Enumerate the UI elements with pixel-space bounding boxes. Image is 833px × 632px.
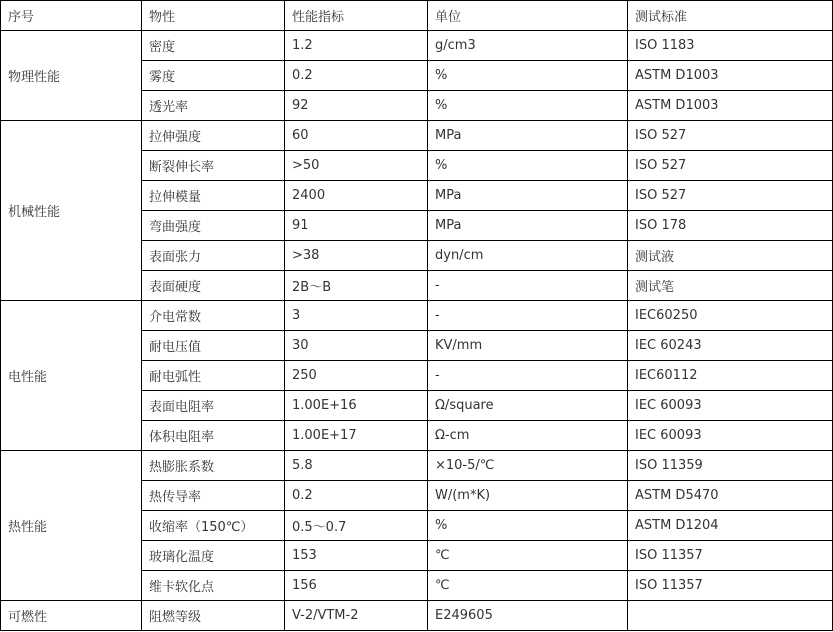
table-header (1, 1, 833, 31)
cell-value: 92 (285, 91, 428, 121)
cell-property: 耐电压值 (142, 331, 285, 361)
cell-unit: % (428, 511, 628, 541)
header-value: 性能指标 (285, 1, 428, 31)
cell-property: 表面张力 (142, 241, 285, 271)
cell-unit: KV/mm (428, 331, 628, 361)
cell-value: 5.8 (285, 451, 428, 481)
cell-property: 维卡软化点 (142, 571, 285, 601)
cell-unit: Ω/square (428, 391, 628, 421)
cell-standard: ISO 11357 (628, 571, 833, 601)
cell-unit: Ω-cm (428, 421, 628, 451)
cell-value: V-2/VTM-2 (285, 601, 428, 631)
cell-property: 拉伸强度 (142, 121, 285, 151)
group-name-cell: 电性能 (1, 301, 142, 451)
cell-standard: ASTM D5470 (628, 481, 833, 511)
cell-value: 0.5～0.7 (285, 511, 428, 541)
cell-property: 阻燃等级 (142, 601, 285, 631)
header-property: 物性 (142, 1, 285, 31)
cell-property: 雾度 (142, 61, 285, 91)
cell-property: 热传导率 (142, 481, 285, 511)
cell-standard: ISO 11357 (628, 541, 833, 571)
cell-value: 250 (285, 361, 428, 391)
cell-property: 表面硬度 (142, 271, 285, 301)
cell-value: >38 (285, 241, 428, 271)
cell-standard (628, 601, 833, 631)
cell-unit: MPa (428, 121, 628, 151)
cell-value: 30 (285, 331, 428, 361)
cell-property: 热膨胀系数 (142, 451, 285, 481)
table-row (1, 301, 833, 331)
cell-unit: - (428, 301, 628, 331)
cell-standard: IEC 60093 (628, 421, 833, 451)
cell-standard: ISO 178 (628, 211, 833, 241)
group-name-cell: 可燃性 (1, 601, 142, 631)
cell-value: 1.2 (285, 31, 428, 61)
cell-value: 156 (285, 571, 428, 601)
group-name-cell: 机械性能 (1, 121, 142, 301)
table-row (1, 31, 833, 61)
cell-value: 0.2 (285, 481, 428, 511)
cell-property: 弯曲强度 (142, 211, 285, 241)
header-standard: 测试标准 (628, 1, 833, 31)
cell-unit: W/(m*K) (428, 481, 628, 511)
cell-property: 介电常数 (142, 301, 285, 331)
table-row (1, 121, 833, 151)
cell-unit: - (428, 271, 628, 301)
cell-standard: ASTM D1204 (628, 511, 833, 541)
header-index: 序号 (1, 1, 142, 31)
cell-standard: IEC 60243 (628, 331, 833, 361)
cell-unit: dyn/cm (428, 241, 628, 271)
cell-standard: IEC60250 (628, 301, 833, 331)
cell-value: 1.00E+17 (285, 421, 428, 451)
cell-unit: - (428, 361, 628, 391)
cell-property: 断裂伸长率 (142, 151, 285, 181)
group-name-cell: 物理性能 (1, 31, 142, 121)
cell-value: 1.00E+16 (285, 391, 428, 421)
cell-standard: ISO 527 (628, 121, 833, 151)
cell-standard: IEC60112 (628, 361, 833, 391)
cell-standard: ASTM D1003 (628, 91, 833, 121)
cell-standard: 测试液 (628, 241, 833, 271)
cell-standard: ISO 11359 (628, 451, 833, 481)
cell-unit: % (428, 151, 628, 181)
cell-property: 耐电弧性 (142, 361, 285, 391)
cell-standard: IEC 60093 (628, 391, 833, 421)
header-unit: 单位 (428, 1, 628, 31)
table-row (1, 601, 833, 631)
cell-unit: E249605 (428, 601, 628, 631)
cell-standard: ISO 527 (628, 151, 833, 181)
cell-value: 3 (285, 301, 428, 331)
cell-property: 体积电阻率 (142, 421, 285, 451)
cell-unit: % (428, 91, 628, 121)
cell-property: 拉伸模量 (142, 181, 285, 211)
header-row (1, 1, 833, 31)
table-body (1, 31, 833, 631)
cell-standard: ASTM D1003 (628, 61, 833, 91)
cell-property: 玻璃化温度 (142, 541, 285, 571)
cell-standard: ISO 527 (628, 181, 833, 211)
cell-unit: ℃ (428, 571, 628, 601)
cell-property: 收缩率（150℃） (142, 511, 285, 541)
cell-property: 表面电阻率 (142, 391, 285, 421)
cell-unit: MPa (428, 211, 628, 241)
table-row (1, 451, 833, 481)
cell-property: 密度 (142, 31, 285, 61)
cell-value: 60 (285, 121, 428, 151)
cell-value: 2B～B (285, 271, 428, 301)
cell-unit: % (428, 61, 628, 91)
cell-value: >50 (285, 151, 428, 181)
cell-value: 91 (285, 211, 428, 241)
cell-unit: g/cm3 (428, 31, 628, 61)
cell-unit: ℃ (428, 541, 628, 571)
cell-value: 2400 (285, 181, 428, 211)
cell-unit: MPa (428, 181, 628, 211)
cell-standard: 测试笔 (628, 271, 833, 301)
cell-value: 153 (285, 541, 428, 571)
cell-value: 0.2 (285, 61, 428, 91)
cell-property: 透光率 (142, 91, 285, 121)
group-name-cell: 热性能 (1, 451, 142, 601)
cell-unit: ×10-5/℃ (428, 451, 628, 481)
cell-standard: ISO 1183 (628, 31, 833, 61)
